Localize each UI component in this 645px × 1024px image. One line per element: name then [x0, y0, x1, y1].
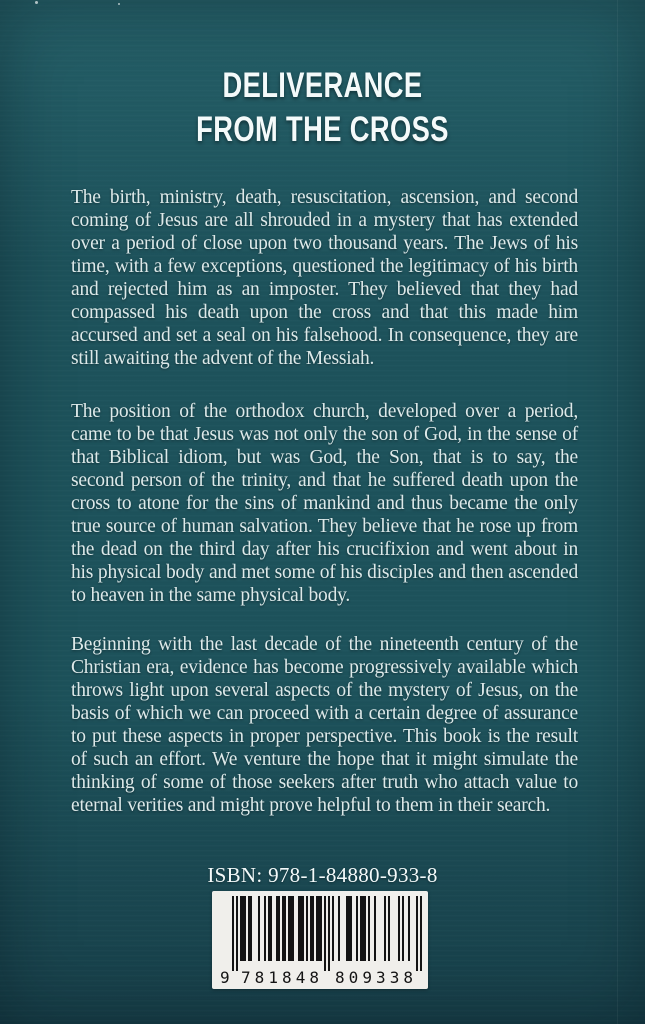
ean13-barcode: [212, 891, 428, 989]
svg-text:809338: 809338: [335, 968, 413, 987]
book-title: [71, 64, 574, 152]
isbn-text: ISBN: 978-1-84880-933-8: [207, 863, 438, 887]
blurb-paragraph-3: Beginning with the last decade of the nineteenth century of the Christian era, evidence has become progressively available which throws light upon several aspects of the mystery of Jesus, on the basis of which we can proceed with a certain degree of assurance to put these aspects in proper perspective. This book is the result of such an effort. We venture the hope that it might simulate the thinking of some of those seekers after truth who attach value to eternal verities and might prove helpful to them in their search.: [71, 633, 578, 816]
blurb-paragraph-1: The birth, ministry, death, resuscitation, ascension, and second coming of Jesus are all shrouded in a mystery that has extended over a period of close upon two thousand years. The Jews of his time, with a few exceptions, questioned the legitimacy of his birth and rejected him as an imposter. They believed that they had compassed his death upon the cross and that this made him accursed and set a seal on his falsehood. In consequence, they are still awaiting the advent of the Messiah.: [71, 186, 578, 369]
svg-text:781848: 781848: [241, 968, 319, 987]
book-title-line-1: DELIVERANCE: [222, 66, 423, 105]
barcode-label: [212, 891, 428, 989]
scan-speck: [118, 3, 120, 5]
svg-text:9: 9: [220, 968, 230, 987]
blurb-paragraph-2: The position of the orthodox church, developed over a period, came to be that Jesus was not only the son of God, in the sense of that Biblical idiom, but was God, the Son, that is to say, the second person of the trinity, and that he suffered death upon the cross to atone for the sins of mankind and thus became the only true source of human salvation. They believe that he rose up from the dead on the third day after his crucifixion and went about in his physical body and met some of his disciples and then ascended to heaven in the same physical body.: [71, 400, 578, 606]
scan-speck: [35, 1, 38, 4]
book-title-line-2: FROM THE CROSS: [196, 110, 449, 149]
